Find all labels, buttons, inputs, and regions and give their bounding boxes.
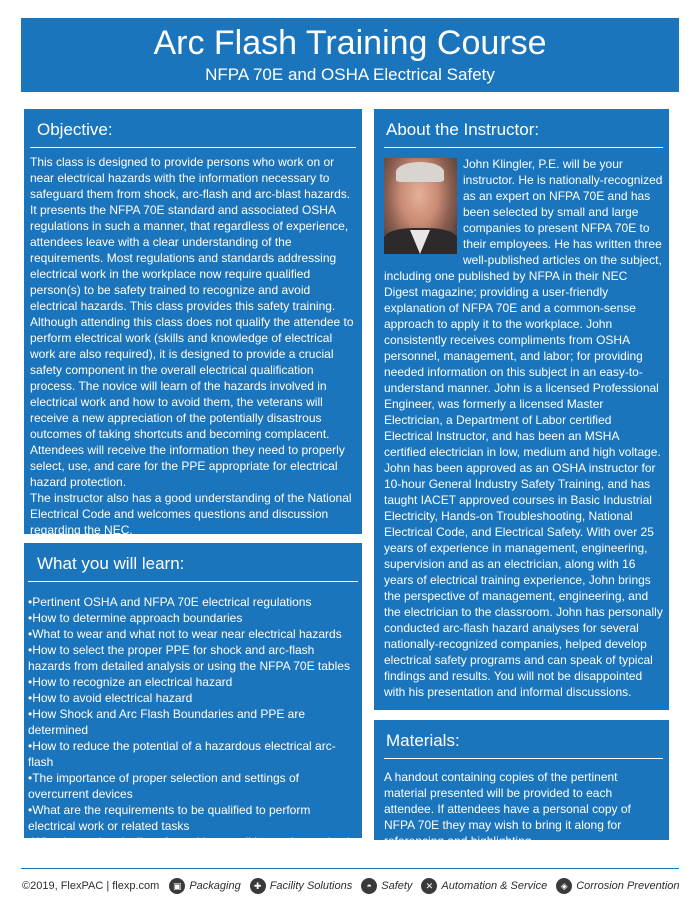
- copyright-text: ©2019, FlexPAC | flexp.com: [22, 880, 160, 892]
- materials-panel: [374, 720, 669, 848]
- list-item: •How to recognize an electrical hazard: [28, 675, 233, 689]
- page-header: [21, 18, 679, 92]
- objective-paragraph-1: This class is designed to provide persons who work on or near electrical hazards with the information necessary to safeguard them from shock, arc-flash and arc-blast hazards. It presents the NFPA 70E standard and associated OSHA regulations in such a manner, that regardless of experience, attendees leave with a clear understanding of the requirements. Most regulations and standards addressing electrical work in the workplace now require qualified person(s) to be safety trained to recognize and avoid electrical hazards. This class provides this safety training. Although attending this class does not qualify the attendee to perform electrical work (skills and knowledge of electrical work are also required), it is designed to provide a crucial safety component in the overall electrical qualification process. The novice will learn of the hazards involved in electrical work and how to avoid them, the veterans will receive a new appreciation of the potentially disastrous outcomes of taking shortcuts and becoming complacent. Attendees will receive the information they need to properly select, use, and care for the PPE appropriate for electrical hazard protection.: [30, 155, 354, 489]
- footer-item-label: Facility Solutions: [269, 880, 353, 892]
- wrench-icon: ✕: [421, 878, 437, 894]
- list-item: •How Shock and Arc Flash Boundaries and PPE are determined: [28, 707, 306, 737]
- list-item: •The importance of proper selection and settings of overcurrent devices: [28, 771, 300, 801]
- list-item: •What are the requirements to be qualified to perform electrical work or related tasks: [28, 803, 311, 833]
- instructor-bio: John Klingler, P.E. will be your instructor. He is nationally-recognized as an expert on NFPA 70E and has been selected by small and large companies to present NFPA 70E to their employees. He has written three well-published articles on the subject, including one published by NFPA in their NEC Digest magazine; providing a user-friendly explanation of NFPA 70E and a common-sense approach to apply it to the workplace. John consistently receives compliments from OSHA personnel, management, and labor; for providing needed information on this subject in an easy-to-understand manner. John is a licensed Professional Engineer, was formerly a licensed Master Electrician, a Department of Labor certified Electrical Instructor, and has been an MSHA certified electrician in low, medium and high voltage. John has been approved as an OSHA instructor for 10-hour General Industry Safety Training, and has taught IACET approved courses in Basic Industrial Electricity, Hands-on Troubleshooting, National Electrical Code, and Electrical Safety. With over 25 years of experience in management, engineering, supervision and as an electrician, along with 16 years of electrical training experience, John brings the perspective of management, engineering, and the electrician to the classroom. John has personally conducted arc-flash hazard analyses for several nationally-recognized companies, helped develop electrical safety programs and can speak of typical findings and results. You will not be disappointed with his presentation and informal discussions.: [384, 157, 663, 699]
- footer-item-corrosion: [556, 878, 679, 894]
- footer-item-label: Safety: [381, 880, 413, 892]
- instructor-heading: About the Instructor:: [384, 109, 663, 148]
- instructor-photo: [384, 158, 457, 254]
- objective-panel: [24, 109, 362, 537]
- footer: [22, 875, 682, 897]
- footer-item-packaging: [169, 878, 240, 894]
- instructor-panel: [374, 109, 669, 710]
- materials-text: A handout containing copies of the pertinent material presented will be provided to each attendee. If attendees have a personal copy of NFPA 70E they may wish to bring it along for referencing and highlighting.: [384, 770, 631, 848]
- learn-list: [28, 594, 358, 866]
- learn-panel: [24, 543, 362, 865]
- list-item: •What to wear and what not to wear near electrical hazards: [28, 627, 342, 641]
- hardhat-icon: ◓: [361, 878, 377, 894]
- list-item: •How to determine approach boundaries: [28, 611, 243, 625]
- list-item: •How to select the proper PPE for shock and arc-flash hazards from detailed analysis or using the NFPA 70E tables: [28, 643, 350, 673]
- page-subtitle: NFPA 70E and OSHA Electrical Safety: [205, 65, 495, 84]
- objective-heading: Objective:: [30, 109, 356, 148]
- objective-paragraph-2: The instructor also has a good understanding of the National Electrical Code and welcomes questions and discussion regarding the NEC.: [30, 491, 352, 537]
- list-item: •Pertinent OSHA and NFPA 70E electrical regulations: [28, 595, 312, 609]
- footer-item-label: Automation & Service: [441, 880, 548, 892]
- footer-item-label: Packaging: [189, 880, 241, 892]
- shield-icon: ◈: [556, 878, 572, 894]
- list-item: •How to avoid electrical hazard: [28, 691, 193, 705]
- list-item: •How to reduce the potential of a hazardous electrical arc-flash: [28, 739, 336, 769]
- footer-item-facility: [250, 878, 353, 894]
- footer-item-automation: [421, 878, 547, 894]
- box-icon: ▣: [169, 878, 185, 894]
- footer-item-safety: [361, 878, 412, 894]
- list-item: •What is an electrically safe working condition and energized electrical work permit.: [28, 835, 350, 865]
- page-title: Arc Flash Training Course: [153, 24, 547, 62]
- footer-divider: [21, 868, 679, 869]
- footer-item-label: Corrosion Prevention: [576, 880, 680, 892]
- materials-heading: Materials:: [384, 720, 663, 759]
- learn-heading: What you will learn:: [28, 543, 358, 582]
- tools-icon: ✚: [250, 878, 266, 894]
